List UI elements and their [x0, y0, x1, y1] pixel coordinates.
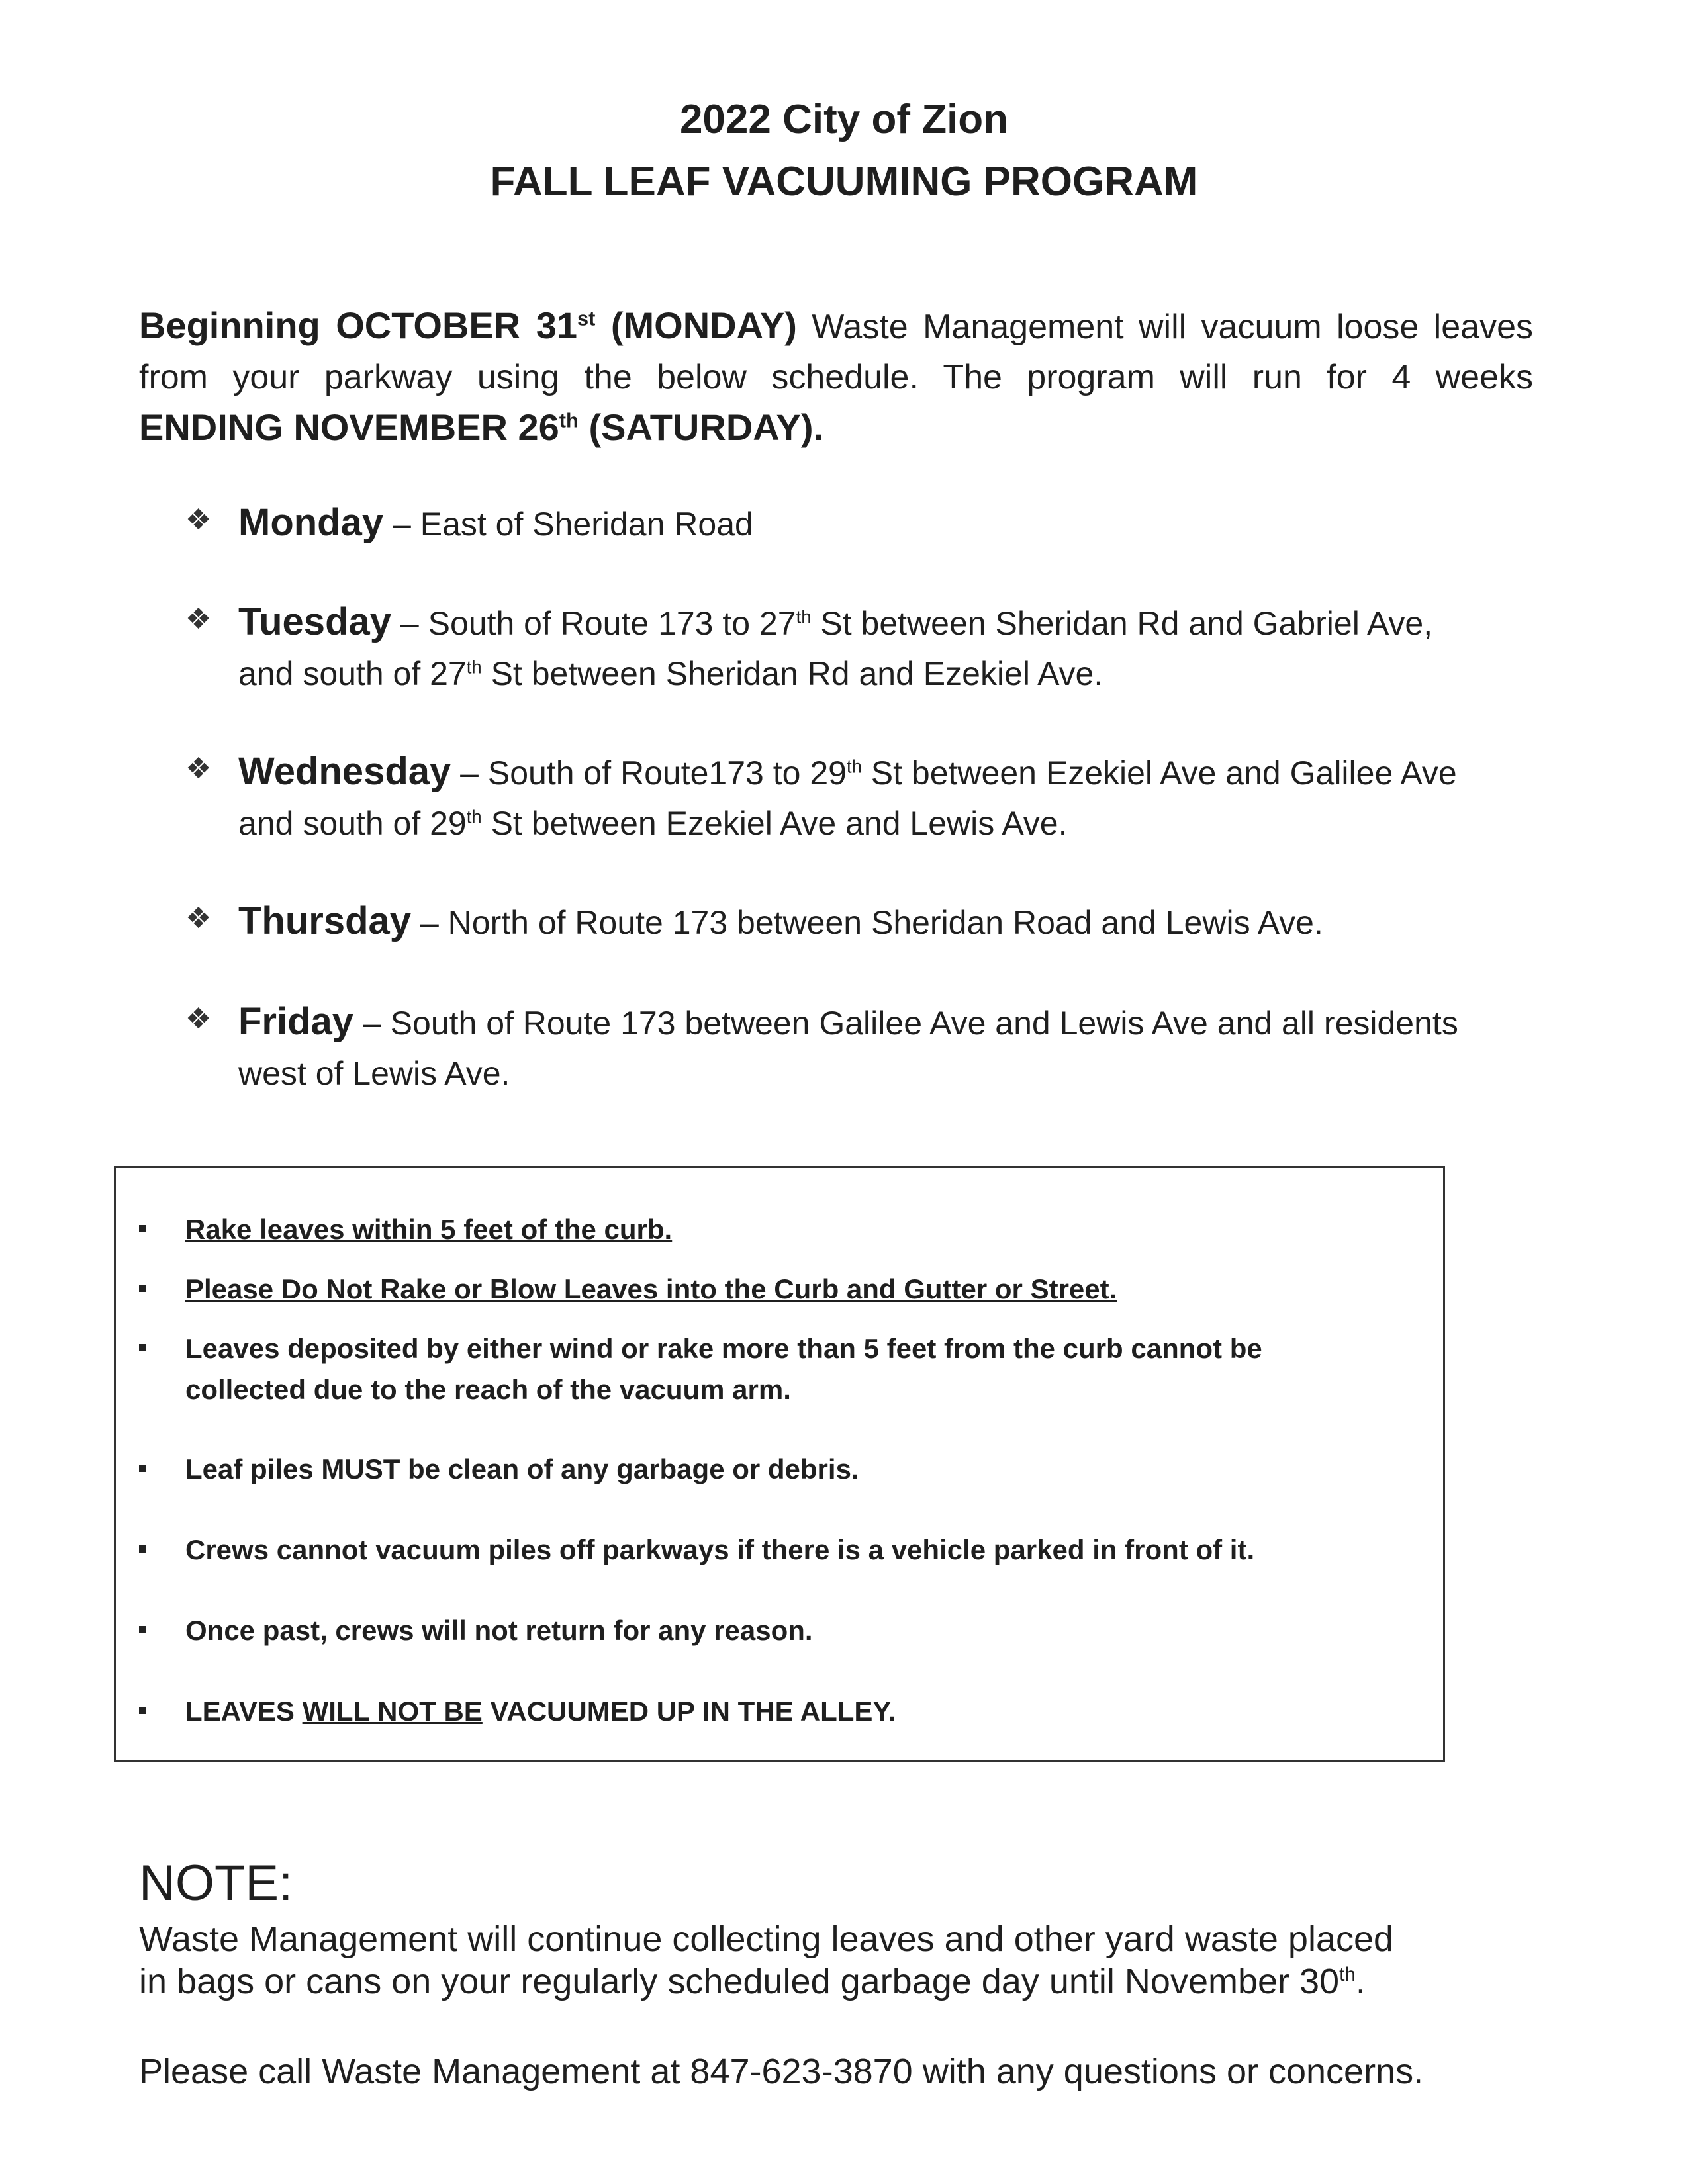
ordinal-suffix: th [796, 606, 812, 627]
four-diamond-bullet-icon: ❖ [185, 902, 212, 934]
begin-date-suffix: st [577, 306, 596, 330]
schedule-area: South of Route 173 to 27 [428, 605, 796, 642]
rule-text: Leaves deposited by either wind or rake more than 5 feet from the curb cannot be [185, 1333, 1262, 1364]
schedule-area: South of Route173 to 29 [487, 754, 847, 792]
end-date: ENDING NOVEMBER 26 [139, 406, 559, 448]
rule-text-part: VACUUMED UP IN THE ALLEY. [490, 1696, 896, 1727]
four-diamond-bullet-icon: ❖ [185, 752, 212, 785]
schedule-area: and south of 27 [238, 655, 467, 692]
intro-paragraph [139, 300, 1533, 454]
ordinal-suffix: th [466, 806, 482, 827]
page-title-program: FALL LEAF VACUUMING PROGRAM [490, 159, 1198, 205]
schedule-area: St between Sheridan Rd and Ezekiel Ave. [481, 655, 1103, 692]
rule-item [185, 1691, 1430, 1732]
rule-item [185, 1328, 1430, 1410]
note-line-2-end: . [1355, 1962, 1366, 2001]
four-diamond-bullet-icon: ❖ [185, 504, 212, 536]
rule-item [185, 1449, 1430, 1490]
intro-line-1-text: Waste Management will vacuum loose leaves [812, 308, 1533, 346]
rules-box [114, 1166, 1445, 1762]
schedule-day: Monday [238, 501, 384, 544]
schedule-day: Tuesday [238, 600, 392, 643]
schedule-area: St between Sheridan Rd and Gabriel Ave, [811, 605, 1433, 642]
rule-item [185, 1209, 1430, 1250]
schedule-separator: – [451, 754, 488, 792]
schedule-area: South of Route 173 between Galilee Ave and Lewis Ave and all residents [390, 1005, 1458, 1042]
schedule-separator: – [353, 1005, 391, 1042]
end-day: (SATURDAY). [588, 406, 824, 448]
schedule-area: North of Route 173 between Sheridan Road and Lewis Ave. [447, 904, 1323, 941]
square-bullet-icon [139, 1285, 146, 1292]
page-title-year-city: 2022 City of Zion [679, 97, 1009, 142]
four-diamond-bullet-icon: ❖ [185, 1003, 212, 1035]
intro-line-1 [139, 300, 1533, 352]
rule-text: Once past, crews will not return for any reason. [185, 1615, 813, 1646]
square-bullet-icon [139, 1344, 146, 1351]
note-heading: NOTE: [139, 1855, 293, 1911]
square-bullet-icon [139, 1225, 146, 1232]
schedule-area: East of Sheridan Road [420, 506, 753, 543]
note-line-2-text: in bags or cans on your regularly scheduled garbage day until November 30 [139, 1962, 1340, 2001]
schedule-day: Wednesday [238, 750, 451, 793]
note-paragraph [139, 1918, 1569, 2003]
rule-text: Crews cannot vacuum piles off parkways if there is a vehicle parked in front of it. [185, 1534, 1255, 1565]
begin-date: Beginning OCTOBER 31 [139, 304, 577, 346]
ordinal-suffix: th [846, 756, 862, 777]
contact-text: Please call Waste Management at 847-623-3870 with any questions or concerns. [139, 2052, 1424, 2091]
square-bullet-icon [139, 1465, 146, 1472]
rule-text: Please Do Not Rake or Blow Leaves into the Curb and Gutter or Street. [185, 1273, 1117, 1304]
intro-line-3 [139, 402, 1533, 454]
schedule-area: and south of 29 [238, 805, 467, 842]
ordinal-suffix: th [1339, 1964, 1356, 1985]
schedule-area: St between Ezekiel Ave and Lewis Ave. [481, 805, 1068, 842]
contact-line [139, 2050, 1569, 2093]
four-diamond-bullet-icon: ❖ [185, 603, 212, 635]
square-bullet-icon [139, 1626, 146, 1633]
schedule-separator: – [411, 904, 448, 941]
schedule-area: west of Lewis Ave. [238, 1055, 510, 1092]
square-bullet-icon [139, 1707, 146, 1714]
begin-day: (MONDAY) [610, 304, 797, 346]
rule-text: collected due to the reach of the vacuum arm. [185, 1374, 791, 1405]
rule-item [185, 1269, 1430, 1310]
rule-emphasis: WILL NOT BE [302, 1696, 483, 1727]
rule-text-part: LEAVES [185, 1696, 295, 1727]
schedule-area: St between Ezekiel Ave and Galilee Ave [861, 754, 1457, 792]
rule-text [185, 1691, 1430, 1732]
schedule-day: Friday [238, 1000, 354, 1043]
rule-text: Rake leaves within 5 feet of the curb. [185, 1214, 673, 1245]
note-line-1: Waste Management will continue collecting leaves and other yard waste placed [139, 1919, 1394, 1959]
schedule-separator: – [383, 506, 420, 543]
square-bullet-icon [139, 1545, 146, 1553]
end-date-suffix: th [559, 408, 579, 432]
rule-text: Leaf piles MUST be clean of any garbage or debris. [185, 1453, 859, 1484]
rule-item [185, 1529, 1430, 1570]
schedule-separator: – [391, 605, 428, 642]
ordinal-suffix: th [466, 657, 482, 678]
intro-line-2: from your parkway using the below schedule. The program will run for 4 weeks [139, 358, 1533, 396]
schedule-day: Thursday [238, 899, 412, 942]
note-line-2 [139, 1960, 1569, 2003]
rule-item [185, 1610, 1430, 1651]
